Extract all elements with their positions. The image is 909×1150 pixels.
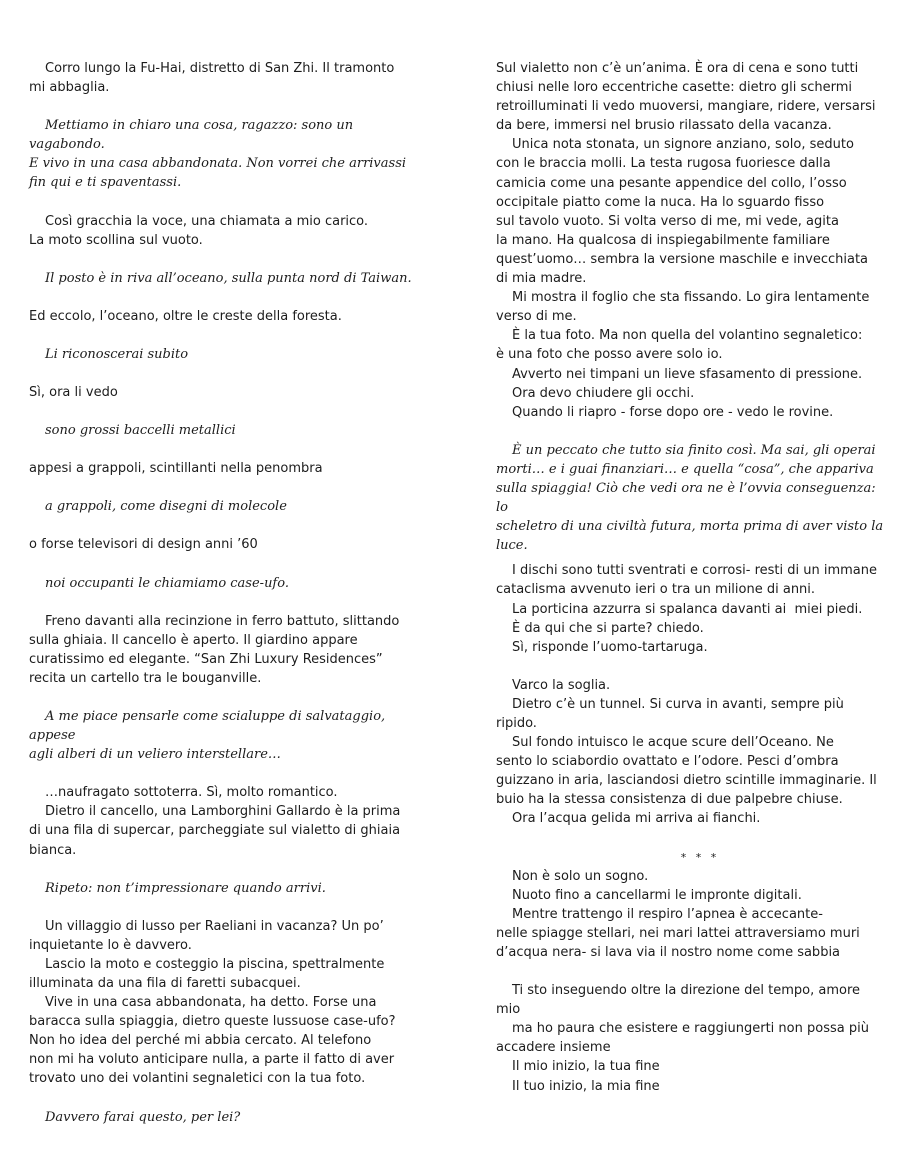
italic-dialogue-paragraph: Ripeto: non t’impressionare quando arrivi.	[45, 880, 326, 896]
narrative-paragraph: Unica nota stonata, un signore anziano, solo, seduto con le braccia molli. La testa rugosa fuoriesce dalla camicia come una pesante appendice del collo, l’osso occipitale piatto come la nuca. Ha lo sguardo fisso sul tavolo vuoto. Si volta verso di me, mi vede, agita la mano. Ha qualcosa di inspiegabilmente familiare quest’uomo… sembra la versione maschile e invecchiata di mia madre.	[496, 137, 869, 287]
narrative-paragraph: Il mio inizio, la tua fine	[512, 1059, 660, 1075]
narrative-paragraph: Ora l’acqua gelida mi arriva ai fianchi.	[512, 811, 761, 827]
narrative-paragraph: Mi mostra il foglio che sta fissando. Lo gira lentamente verso di me.	[496, 290, 870, 325]
narrative-paragraph: È la tua foto. Ma non quella del volantino segnaletico: è una foto che posso avere solo io.	[496, 328, 863, 363]
narrative-paragraph: Corro lungo la Fu-Hai, distretto di San Zhi. Il tramonto mi abbaglia.	[29, 61, 395, 96]
italic-dialogue-paragraph: Li riconoscerai subito	[45, 346, 189, 362]
narrative-paragraph: Dietro c’è un tunnel. Si curva in avanti, sempre più ripido.	[496, 696, 844, 731]
narrative-paragraph: o forse televisori di design anni ’60	[29, 537, 258, 553]
narrative-paragraph: Sul vialetto non c’è un’anima. È ora di cena e sono tutti chiusi nelle loro eccentriche casette: dietro gli schermi retroilluminati li vedo muoversi, mangiare, ridere, versarsi da bere, immersi nel brusio rilassato della vacanza.	[496, 61, 876, 134]
narrative-paragraph: Freno davanti alla recinzione in ferro battuto, slittando sulla ghiaia. Il cancello è aperto. Il giardino appare curatissimo ed elegante. “San Zhi Luxury Residences” recita un cartello tra le bouganville.	[29, 613, 400, 686]
narrative-paragraph: Così gracchia la voce, una chiamata a mio carico. La moto scollina sul vuoto.	[29, 213, 369, 248]
left-column	[29, 59, 424, 1127]
narrative-paragraph: Ed eccolo, l’oceano, oltre le creste della foresta.	[29, 308, 342, 324]
narrative-paragraph: Ora devo chiudere gli occhi.	[512, 385, 695, 401]
italic-dialogue-paragraph: sono grossi baccelli metallici	[45, 423, 236, 439]
section-separator: * * *	[680, 850, 720, 864]
narrative-paragraph: …naufragato sottoterra. Sì, molto romantico.	[45, 785, 338, 801]
narrative-paragraph: Quando li riapro - forse dopo ore - vedo le rovine.	[512, 404, 834, 420]
narrative-paragraph: Non è solo un sogno.	[512, 868, 649, 884]
narrative-paragraph: La porticina azzurra si spalanca davanti ai miei piedi.	[512, 601, 863, 617]
narrative-paragraph: Ti sto inseguendo oltre la direzione del tempo, amore mio	[496, 983, 861, 1018]
narrative-paragraph: I dischi sono tutti sventrati e corrosi- resti di un immane cataclisma avvenuto ieri o tra un milione di anni.	[496, 563, 878, 598]
narrative-paragraph: Mentre trattengo il respiro l’apnea è accecante- nelle spiagge stellari, nei mari lattei attraversiamo muri d’acqua nera- si lava via il nostro nome come sabbia	[496, 906, 860, 960]
narrative-paragraph: appesi a grappoli, scintillanti nella penombra	[29, 461, 323, 477]
narrative-paragraph: ma ho paura che esistere e raggiungerti non possa più accadere insieme	[496, 1021, 869, 1056]
italic-dialogue-paragraph: Mettiamo in chiaro una cosa, ragazzo: sono un vagabondo. E vivo in una casa abbandonata. Non vorrei che arrivassi fin qui e ti spaventassi.	[29, 118, 407, 191]
narrative-paragraph: Sì, risponde l’uomo-tartaruga.	[512, 639, 708, 655]
narrative-paragraph: Sul fondo intuisco le acque scure dell’Oceano. Ne sento lo sciabordio ovattato e l’odore. Pesci d’ombra guizzano in aria, lasciandosi dietro scintille immaginarie. Il buio ha la stessa consistenza di due palpebre chiuse.	[496, 735, 877, 808]
narrative-paragraph: Il tuo inizio, la mia fine	[512, 1078, 660, 1094]
italic-dialogue-paragraph: Il posto è in riva all’oceano, sulla punta nord di Taiwan.	[45, 270, 412, 286]
italic-dialogue-paragraph: noi occupanti le chiamiamo case-ufo.	[45, 575, 289, 591]
narrative-paragraph: È da qui che si parte? chiedo.	[512, 620, 704, 636]
italic-dialogue-paragraph: A me piace pensarle come scialuppe di salvataggio, appese agli alberi di un veliero interstellare…	[29, 708, 386, 763]
italic-dialogue-paragraph: Davvero farai questo, per lei?	[45, 1109, 241, 1125]
narrative-paragraph: Lascio la moto e costeggio la piscina, spettralmente illuminata da una fila di faretti subacquei.	[29, 956, 385, 991]
italic-dialogue-paragraph: È un peccato che tutto sia finito così. Ma sai, gli operai morti… e i guai finanziari… e quella “cosa”, che appariva sulla spiaggia! Ciò che vedi ora ne è l’ovvia conseguenza: lo scheletro di una civiltà futura, morta prima di aver visto la luce.	[496, 442, 884, 554]
right-column	[496, 59, 888, 1096]
narrative-paragraph: Nuoto fino a cancellarmi le impronte digitali.	[512, 887, 802, 903]
narrative-paragraph: Un villaggio di lusso per Raeliani in vacanza? Un po’ inquietante lo è davvero.	[29, 918, 384, 953]
narrative-paragraph: Sì, ora li vedo	[29, 385, 118, 401]
narrative-paragraph: Dietro il cancello, una Lamborghini Gallardo è la prima di una fila di supercar, parcheggiate sul vialetto di ghiaia bianca.	[29, 804, 401, 858]
narrative-paragraph: Vive in una casa abbandonata, ha detto. Forse una baracca sulla spiaggia, dietro queste lussuose case-ufo? Non ho idea del perché mi abbia cercato. Al telefono non mi ha voluto anticipare nulla, a parte il fatto di aver trovato uno dei volantini segnaletici con la tua foto.	[29, 995, 396, 1087]
narrative-paragraph: Avverto nei timpani un lieve sfasamento di pressione.	[512, 366, 863, 382]
narrative-paragraph: Varco la soglia.	[512, 677, 611, 693]
italic-dialogue-paragraph: a grappoli, come disegni di molecole	[45, 499, 287, 515]
